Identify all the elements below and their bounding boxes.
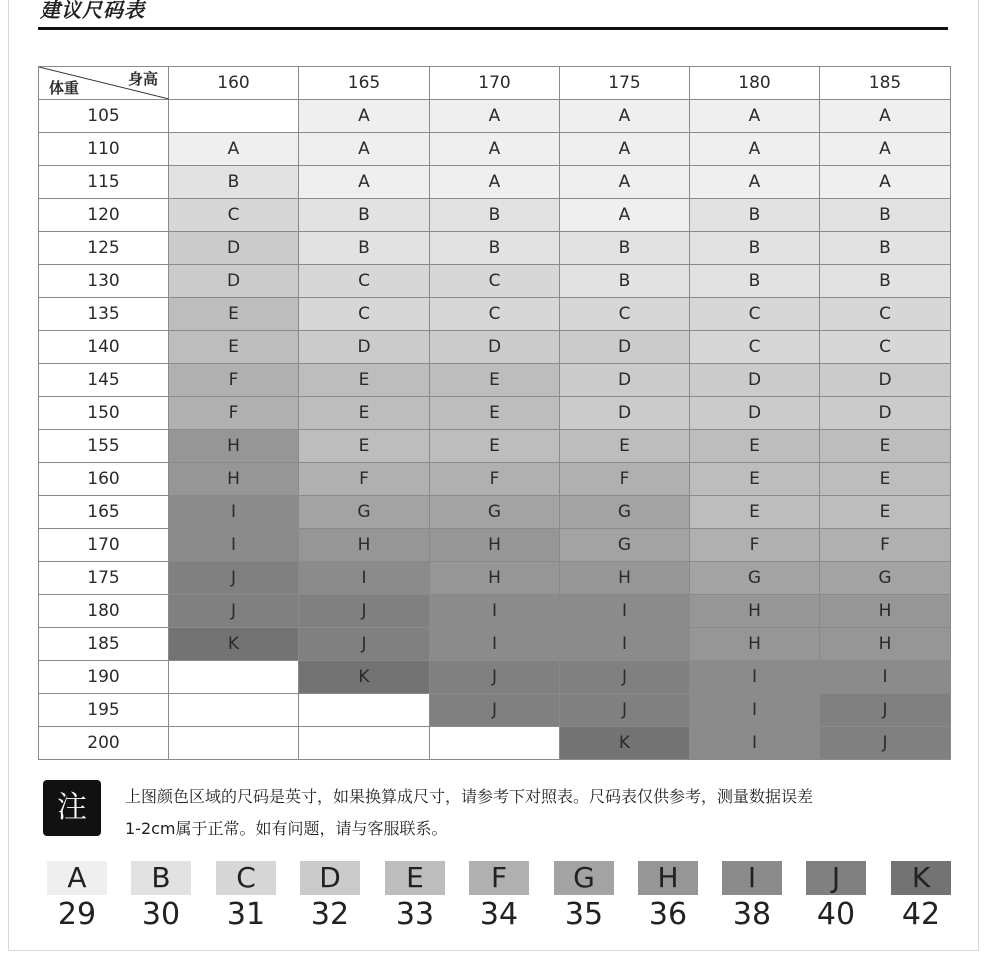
weight-cell: 105 (39, 100, 169, 133)
weight-cell: 130 (39, 265, 169, 298)
legend-value: 33 (395, 897, 435, 932)
size-cell: G (299, 496, 430, 529)
table-body (39, 100, 951, 760)
size-cell (299, 694, 430, 727)
size-cell: I (430, 628, 560, 661)
table-row (39, 496, 951, 529)
size-cell: F (560, 463, 690, 496)
frame-bottom-border (8, 950, 979, 951)
legend-item (47, 861, 107, 935)
table-row (39, 694, 951, 727)
legend-value: 42 (901, 897, 941, 932)
size-cell: C (430, 298, 560, 331)
size-cell: I (299, 562, 430, 595)
legend-swatch: K (891, 861, 951, 895)
size-cell: J (560, 661, 690, 694)
size-cell: I (560, 595, 690, 628)
height-header-cell: 165 (299, 67, 430, 100)
size-cell: A (690, 100, 820, 133)
weight-cell: 195 (39, 694, 169, 727)
size-cell: I (169, 496, 299, 529)
size-cell: J (430, 661, 560, 694)
size-cell: E (299, 430, 430, 463)
size-cell: A (690, 133, 820, 166)
legend-item (722, 861, 782, 935)
note-text-line-1: 上图颜色区域的尺码是英寸，如果换算成尺寸，请参考下对照表。尺码表仅供参考，测量数据误差 (125, 787, 814, 806)
size-cell: B (560, 265, 690, 298)
size-cell: E (820, 496, 951, 529)
height-label: 身高 (127, 70, 158, 88)
table-row (39, 595, 951, 628)
size-cell: D (430, 331, 560, 364)
size-cell: E (169, 298, 299, 331)
size-cell: J (820, 727, 951, 760)
frame-left-border (8, 0, 9, 950)
size-cell: A (820, 166, 951, 199)
size-cell: H (169, 463, 299, 496)
size-cell: I (169, 529, 299, 562)
table-row (39, 463, 951, 496)
size-cell: K (299, 661, 430, 694)
size-cell: E (299, 397, 430, 430)
size-cell: F (820, 529, 951, 562)
size-cell: E (560, 430, 690, 463)
size-cell (169, 727, 299, 760)
size-cell: B (820, 232, 951, 265)
legend-value: 35 (564, 897, 604, 932)
size-cell: G (560, 496, 690, 529)
legend-swatch: G (554, 861, 614, 895)
size-cell: B (299, 232, 430, 265)
size-cell: A (430, 100, 560, 133)
legend-item (554, 861, 614, 935)
size-cell: H (560, 562, 690, 595)
size-cell: E (690, 430, 820, 463)
size-cell (430, 727, 560, 760)
size-cell: H (169, 430, 299, 463)
size-cell: J (299, 595, 430, 628)
table-row (39, 298, 951, 331)
size-cell: E (299, 364, 430, 397)
weight-cell: 175 (39, 562, 169, 595)
size-cell: A (560, 100, 690, 133)
size-cell: B (430, 199, 560, 232)
legend-value: 34 (479, 897, 519, 932)
weight-cell: 170 (39, 529, 169, 562)
size-cell: J (169, 595, 299, 628)
weight-cell: 160 (39, 463, 169, 496)
legend-item (469, 861, 529, 935)
weight-cell: 190 (39, 661, 169, 694)
size-cell: J (820, 694, 951, 727)
legend-value: 40 (816, 897, 856, 932)
height-header-cell: 170 (430, 67, 560, 100)
size-cell: G (820, 562, 951, 595)
size-cell: C (690, 298, 820, 331)
size-cell: A (430, 133, 560, 166)
size-cell: D (560, 364, 690, 397)
size-cell: H (430, 529, 560, 562)
size-cell: I (820, 661, 951, 694)
size-cell: B (690, 265, 820, 298)
size-cell: F (169, 364, 299, 397)
size-cell: G (560, 529, 690, 562)
size-cell: A (430, 166, 560, 199)
height-header-cell: 160 (169, 67, 299, 100)
size-cell: A (299, 100, 430, 133)
size-cell: H (430, 562, 560, 595)
size-cell: B (820, 265, 951, 298)
weight-cell: 180 (39, 595, 169, 628)
legend-swatch: D (300, 861, 360, 895)
size-cell: E (820, 463, 951, 496)
size-cell: A (560, 133, 690, 166)
legend-value: 38 (732, 897, 772, 932)
size-cell: H (820, 595, 951, 628)
size-cell: F (169, 397, 299, 430)
table-row (39, 166, 951, 199)
weight-cell: 200 (39, 727, 169, 760)
size-cell: E (430, 364, 560, 397)
frame-right-border (978, 0, 979, 950)
size-cell: D (820, 397, 951, 430)
table-row (39, 562, 951, 595)
size-cell: E (430, 430, 560, 463)
size-cell: C (299, 298, 430, 331)
size-cell: D (560, 331, 690, 364)
size-cell: C (430, 265, 560, 298)
size-cell: H (820, 628, 951, 661)
height-header-cell: 175 (560, 67, 690, 100)
size-cell: D (299, 331, 430, 364)
weight-cell: 140 (39, 331, 169, 364)
size-cell: C (169, 199, 299, 232)
weight-cell: 145 (39, 364, 169, 397)
size-cell: F (299, 463, 430, 496)
size-cell: B (820, 199, 951, 232)
size-cell: C (690, 331, 820, 364)
size-cell: E (430, 397, 560, 430)
legend-swatch: F (469, 861, 529, 895)
size-cell: E (169, 331, 299, 364)
size-cell: I (430, 595, 560, 628)
size-cell: I (560, 628, 690, 661)
size-cell: B (560, 232, 690, 265)
size-cell: G (430, 496, 560, 529)
table-row (39, 100, 951, 133)
size-cell: B (299, 199, 430, 232)
size-cell: E (690, 463, 820, 496)
weight-cell: 165 (39, 496, 169, 529)
size-cell: G (690, 562, 820, 595)
size-cell: C (820, 331, 951, 364)
legend-item (638, 861, 698, 935)
legend-value: 32 (310, 897, 350, 932)
size-cell: A (560, 166, 690, 199)
size-cell: D (169, 265, 299, 298)
size-cell: D (169, 232, 299, 265)
size-cell: F (430, 463, 560, 496)
legend-item (891, 861, 951, 935)
size-cell: A (820, 100, 951, 133)
weight-cell: 110 (39, 133, 169, 166)
size-cell (169, 694, 299, 727)
size-cell: D (690, 397, 820, 430)
size-cell: H (299, 529, 430, 562)
size-cell: C (820, 298, 951, 331)
weight-cell: 150 (39, 397, 169, 430)
size-cell: D (690, 364, 820, 397)
table-row (39, 232, 951, 265)
legend-item (131, 861, 191, 935)
size-cell: A (299, 133, 430, 166)
table-row (39, 430, 951, 463)
size-cell: I (690, 661, 820, 694)
weight-cell: 125 (39, 232, 169, 265)
legend-item (806, 861, 866, 935)
legend-swatch: J (806, 861, 866, 895)
table-row (39, 397, 951, 430)
size-cell: A (169, 133, 299, 166)
weight-cell: 115 (39, 166, 169, 199)
size-cell: B (169, 166, 299, 199)
size-cell: B (690, 232, 820, 265)
legend-item (385, 861, 445, 935)
legend-value: 29 (57, 897, 97, 932)
size-cell: J (299, 628, 430, 661)
size-cell: H (690, 595, 820, 628)
size-cell: I (690, 694, 820, 727)
weight-label: 体重 (49, 79, 80, 97)
height-header-cell: 185 (820, 67, 951, 100)
size-cell: J (560, 694, 690, 727)
legend-swatch: I (722, 861, 782, 895)
size-cell: F (690, 529, 820, 562)
size-cell: D (820, 364, 951, 397)
size-cell: E (820, 430, 951, 463)
table-row (39, 364, 951, 397)
weight-cell: 120 (39, 199, 169, 232)
size-cell: J (169, 562, 299, 595)
table-row (39, 529, 951, 562)
size-cell: A (690, 166, 820, 199)
size-cell: J (430, 694, 560, 727)
table-row (39, 628, 951, 661)
table-row (39, 265, 951, 298)
height-header-cell: 180 (690, 67, 820, 100)
legend-value: 31 (226, 897, 266, 932)
size-cell: E (690, 496, 820, 529)
weight-cell: 135 (39, 298, 169, 331)
legend-item (300, 861, 360, 935)
note-badge: 注 (43, 780, 101, 836)
legend-value: 30 (141, 897, 181, 932)
size-cell: K (169, 628, 299, 661)
size-cell: A (299, 166, 430, 199)
legend-value: 36 (648, 897, 688, 932)
legend-item (216, 861, 276, 935)
size-cell: H (690, 628, 820, 661)
size-cell (169, 661, 299, 694)
table-header-row (39, 67, 951, 100)
legend-swatch: B (131, 861, 191, 895)
size-cell: A (560, 199, 690, 232)
size-cell (169, 100, 299, 133)
size-cell: C (560, 298, 690, 331)
table-row (39, 199, 951, 232)
table-row (39, 331, 951, 364)
size-cell: C (299, 265, 430, 298)
table-row (39, 727, 951, 760)
table-row (39, 661, 951, 694)
weight-cell: 155 (39, 430, 169, 463)
legend-swatch: A (47, 861, 107, 895)
size-cell: B (690, 199, 820, 232)
size-cell (299, 727, 430, 760)
size-cell: I (690, 727, 820, 760)
table-row (39, 133, 951, 166)
size-cell: K (560, 727, 690, 760)
legend-swatch: E (385, 861, 445, 895)
size-cell: A (820, 133, 951, 166)
page-title: 建议尺码表 (40, 0, 145, 22)
size-cell: B (430, 232, 560, 265)
title-divider (38, 27, 948, 30)
size-table (38, 66, 951, 760)
weight-cell: 185 (39, 628, 169, 661)
note-text-line-2: 1-2cm属于正常。如有问题，请与客服联系。 (125, 819, 448, 838)
legend-swatch: C (216, 861, 276, 895)
size-cell: D (560, 397, 690, 430)
legend-swatch: H (638, 861, 698, 895)
corner-header-cell (39, 67, 169, 100)
